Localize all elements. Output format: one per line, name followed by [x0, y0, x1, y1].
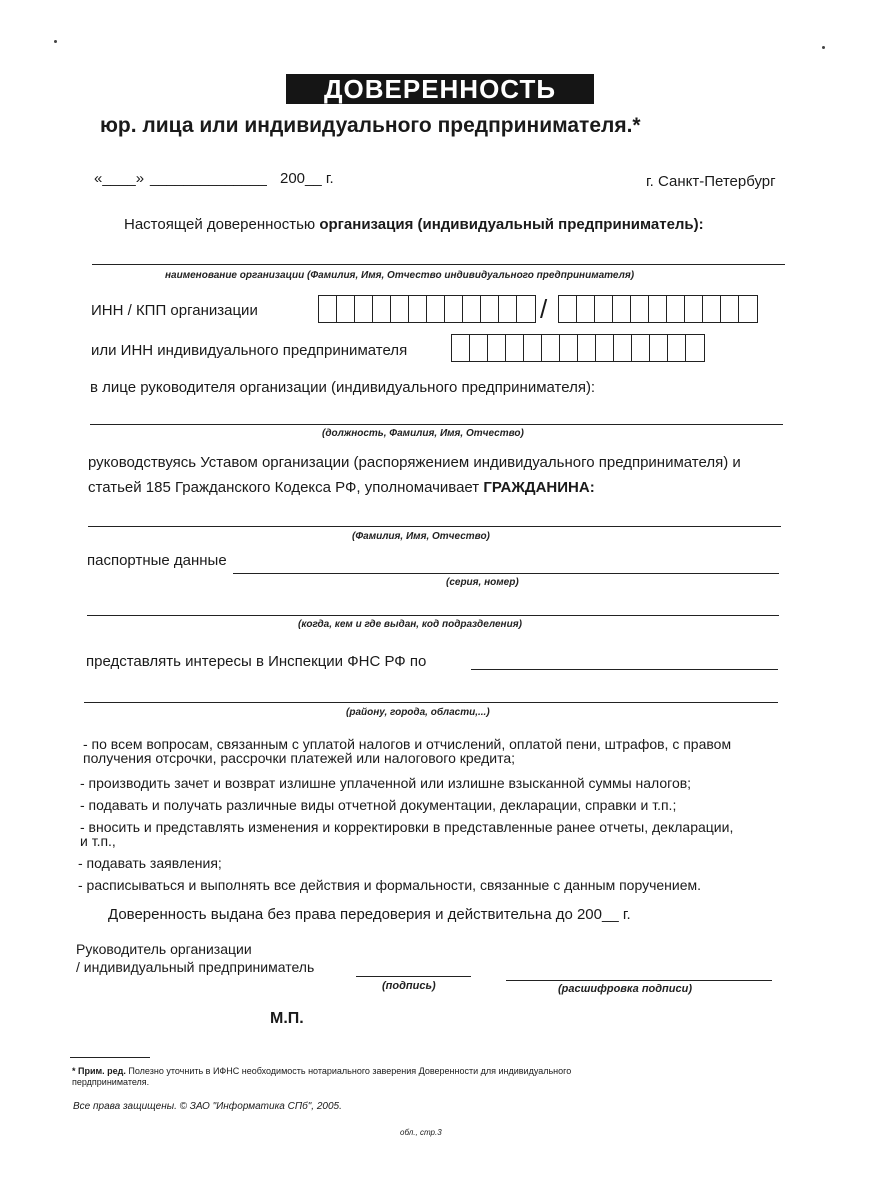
kpp-cell[interactable] — [739, 296, 757, 322]
passport-series-line[interactable] — [233, 573, 779, 574]
power-item: - подавать заявления; — [78, 855, 222, 871]
caption-position: (должность, Фамилия, Имя, Отчество) — [322, 428, 524, 439]
inn-cell[interactable] — [391, 296, 409, 322]
kpp-cell[interactable] — [595, 296, 613, 322]
kpp-cell[interactable] — [613, 296, 631, 322]
inn-ip-cell[interactable] — [542, 335, 560, 361]
inn-cell[interactable] — [319, 296, 337, 322]
inn-ip-label: или ИНН индивидуального предпринимателя — [91, 342, 408, 359]
footnote-line-1 — [72, 1066, 571, 1076]
inn-ip-cell[interactable] — [560, 335, 578, 361]
acting-line-2-bold: ГРАЖДАНИНА: — [483, 479, 595, 496]
power-item: - расписываться и выполнять все действия и формальности, связанные с данным поручением. — [78, 877, 702, 893]
intro-bold: организация (индивидуальный предприниматель): — [319, 216, 704, 233]
representative-label: в лице руководителя организации (индивидуального предпринимателя): — [90, 379, 596, 396]
inn-cell[interactable] — [499, 296, 517, 322]
passport-issued-line[interactable] — [87, 615, 779, 616]
footnote-divider — [70, 1057, 150, 1058]
kpp-cell[interactable] — [631, 296, 649, 322]
caption-issued: (когда, кем и где выдан, код подразделения) — [298, 619, 522, 630]
inn-ip-cell[interactable] — [614, 335, 632, 361]
caption-series: (серия, номер) — [446, 577, 519, 588]
inn-cell[interactable] — [445, 296, 463, 322]
inn-ip-cell[interactable] — [632, 335, 650, 361]
inn-grid[interactable] — [318, 295, 536, 323]
inn-cell[interactable] — [481, 296, 499, 322]
kpp-cell[interactable] — [721, 296, 739, 322]
kpp-cell[interactable] — [577, 296, 595, 322]
caption-signature: (подпись) — [382, 980, 436, 992]
footnote-mark: * Прим. ред. — [72, 1066, 126, 1076]
scan-speck — [822, 46, 825, 49]
inn-ip-cell[interactable] — [650, 335, 668, 361]
inn-ip-cell[interactable] — [578, 335, 596, 361]
date-day: «____» — [94, 170, 145, 187]
inn-cell[interactable] — [463, 296, 481, 322]
document-subtitle: юр. лица или индивидуального предпринимателя.* — [100, 114, 641, 137]
caption-fio: (Фамилия, Имя, Отчество) — [352, 531, 490, 542]
passport-label: паспортные данные — [87, 552, 227, 569]
inn-ip-cell[interactable] — [488, 335, 506, 361]
intro-plain: Настоящей доверенностью — [124, 216, 320, 233]
kpp-cell[interactable] — [667, 296, 685, 322]
power-item: - производить зачет и возврат излишне уплаченной или излишне взысканной суммы налогов; — [80, 775, 692, 791]
decoding-line[interactable] — [506, 980, 772, 981]
document-title: ДОВЕРЕННОСТЬ — [286, 74, 594, 104]
intro-text — [124, 216, 704, 233]
inn-cell[interactable] — [409, 296, 427, 322]
copyright: Все права защищены. © ЗАО "Информатика СПб", 2005. — [73, 1101, 342, 1112]
inn-ip-cell[interactable] — [686, 335, 704, 361]
inn-kpp-label: ИНН / КПП организации — [91, 302, 258, 319]
power-item: - подавать и получать различные виды отчетной документации, декларации, справки и т.п.; — [80, 797, 677, 813]
acting-line-1: руководствуясь Уставом организации (распоряжением индивидуального предпринимателя) и — [88, 454, 741, 471]
inn-ip-cell[interactable] — [470, 335, 488, 361]
inn-cell[interactable] — [355, 296, 373, 322]
caption-decoding: (расшифровка подписи) — [558, 983, 692, 995]
inn-cell[interactable] — [337, 296, 355, 322]
stamp-placeholder: М.П. — [270, 1010, 304, 1027]
power-item: - вносить и представлять изменения и корректировки в представленные ранее отчеты, декларации, — [80, 819, 734, 835]
footnote-text: Полезно уточнить в ИФНС необходимость нотариального заверения Доверенности для индивидуального — [125, 1066, 572, 1076]
inn-ip-cell[interactable] — [506, 335, 524, 361]
inn-ip-cell[interactable] — [452, 335, 470, 361]
inspection-line-2[interactable] — [84, 702, 778, 703]
acting-line-2 — [88, 479, 595, 496]
caption-region: (району, города, области,...) — [346, 707, 490, 718]
inn-ip-grid[interactable] — [451, 334, 705, 362]
inspection-line-1[interactable] — [471, 669, 778, 670]
footnote-line-2: пердпринимателя. — [72, 1077, 150, 1087]
signer-line-1: Руководитель организации — [76, 941, 252, 957]
inn-ip-cell[interactable] — [596, 335, 614, 361]
acting-line-2-plain: статьей 185 Гражданского Кодекса РФ, уполномачивает — [88, 479, 484, 496]
inn-cell[interactable] — [517, 296, 535, 322]
represent-label: представлять интересы в Инспекции ФНС РФ по — [86, 653, 427, 670]
scan-speck — [54, 40, 57, 43]
inn-kpp-separator: / — [540, 294, 548, 324]
inn-cell[interactable] — [373, 296, 391, 322]
fio-line[interactable] — [88, 526, 781, 527]
power-item: получения отсрочки, рассрочки платежей или налогового кредита; — [83, 750, 516, 766]
validity-text: Доверенность выдана без права передоверия и действительна до 200__ г. — [108, 906, 631, 923]
kpp-cell[interactable] — [685, 296, 703, 322]
page-reference: обл., стр.3 — [400, 1128, 442, 1137]
kpp-cell[interactable] — [703, 296, 721, 322]
kpp-cell[interactable] — [559, 296, 577, 322]
inn-cell[interactable] — [427, 296, 445, 322]
kpp-grid[interactable] — [558, 295, 758, 323]
inn-ip-cell[interactable] — [668, 335, 686, 361]
date-month: ______________ — [150, 170, 267, 187]
signature-line[interactable] — [356, 976, 471, 977]
caption-org-name: наименование организации (Фамилия, Имя, Отчество индивидуального предпринимателя) — [165, 270, 635, 281]
org-name-line[interactable] — [92, 264, 785, 265]
power-item: и т.п., — [80, 833, 116, 849]
date-year: 200__ г. — [280, 170, 334, 187]
power-item: - по всем вопросам, связанным с уплатой налогов и отчислений, оплатой пени, штрафов, с правом — [83, 736, 732, 752]
inn-ip-cell[interactable] — [524, 335, 542, 361]
position-line[interactable] — [90, 424, 783, 425]
kpp-cell[interactable] — [649, 296, 667, 322]
signer-line-2: / индивидуальный предприниматель — [76, 959, 315, 975]
city: г. Санкт-Петербург — [646, 173, 776, 190]
